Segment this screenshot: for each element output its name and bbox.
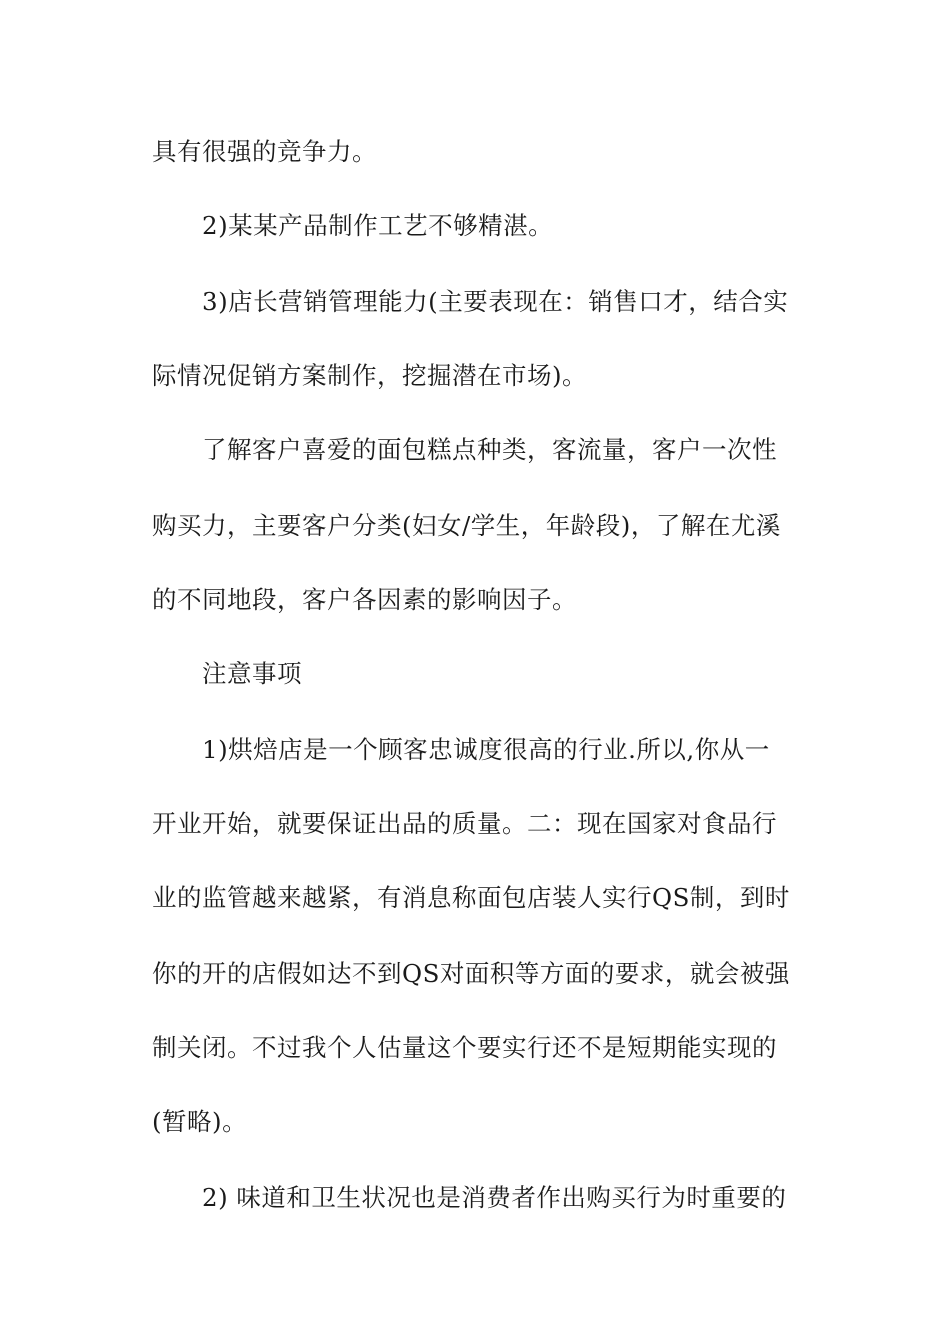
text-line: 具有很强的竞争力。 [152,137,377,166]
text-line: 开业开始，就要保证出品的质量。二：现在国家对食品行 [152,809,777,838]
text-line: 的不同地段，客户各因素的影响因子。 [152,585,577,614]
text-line: 业的监管越来越紧，有消息称面包店装人实行QS制，到时 [152,883,790,912]
text-line: 际情况促销方案制作，挖掘潜在市场)。 [152,361,588,390]
text-line: 制关闭。不过我个人估量这个要实行还不是短期能实现的 [152,1033,777,1062]
section-heading: 注意事项 [202,659,302,688]
text-line: (暂略)。 [152,1107,248,1136]
text-line: 了解客户喜爱的面包糕点种类，客流量，客户一次性 [202,435,777,464]
text-line: 2)某某产品制作工艺不够精湛。 [202,211,554,240]
text-line: 购买力，主要客户分类(妇女/学生，年龄段)，了解在尤溪 [152,511,781,540]
text-line: 你的开的店假如达不到QS对面积等方面的要求，就会被强 [152,959,790,988]
text-line: 3)店长营销管理能力(主要表现在：销售口才，结合实 [202,287,789,316]
text-line: 1)烘焙店是一个顾客忠诚度很高的行业.所以,你从一 [202,735,770,764]
text-line: 2) 味道和卫生状况也是消费者作出购买行为时重要的 [202,1183,787,1212]
